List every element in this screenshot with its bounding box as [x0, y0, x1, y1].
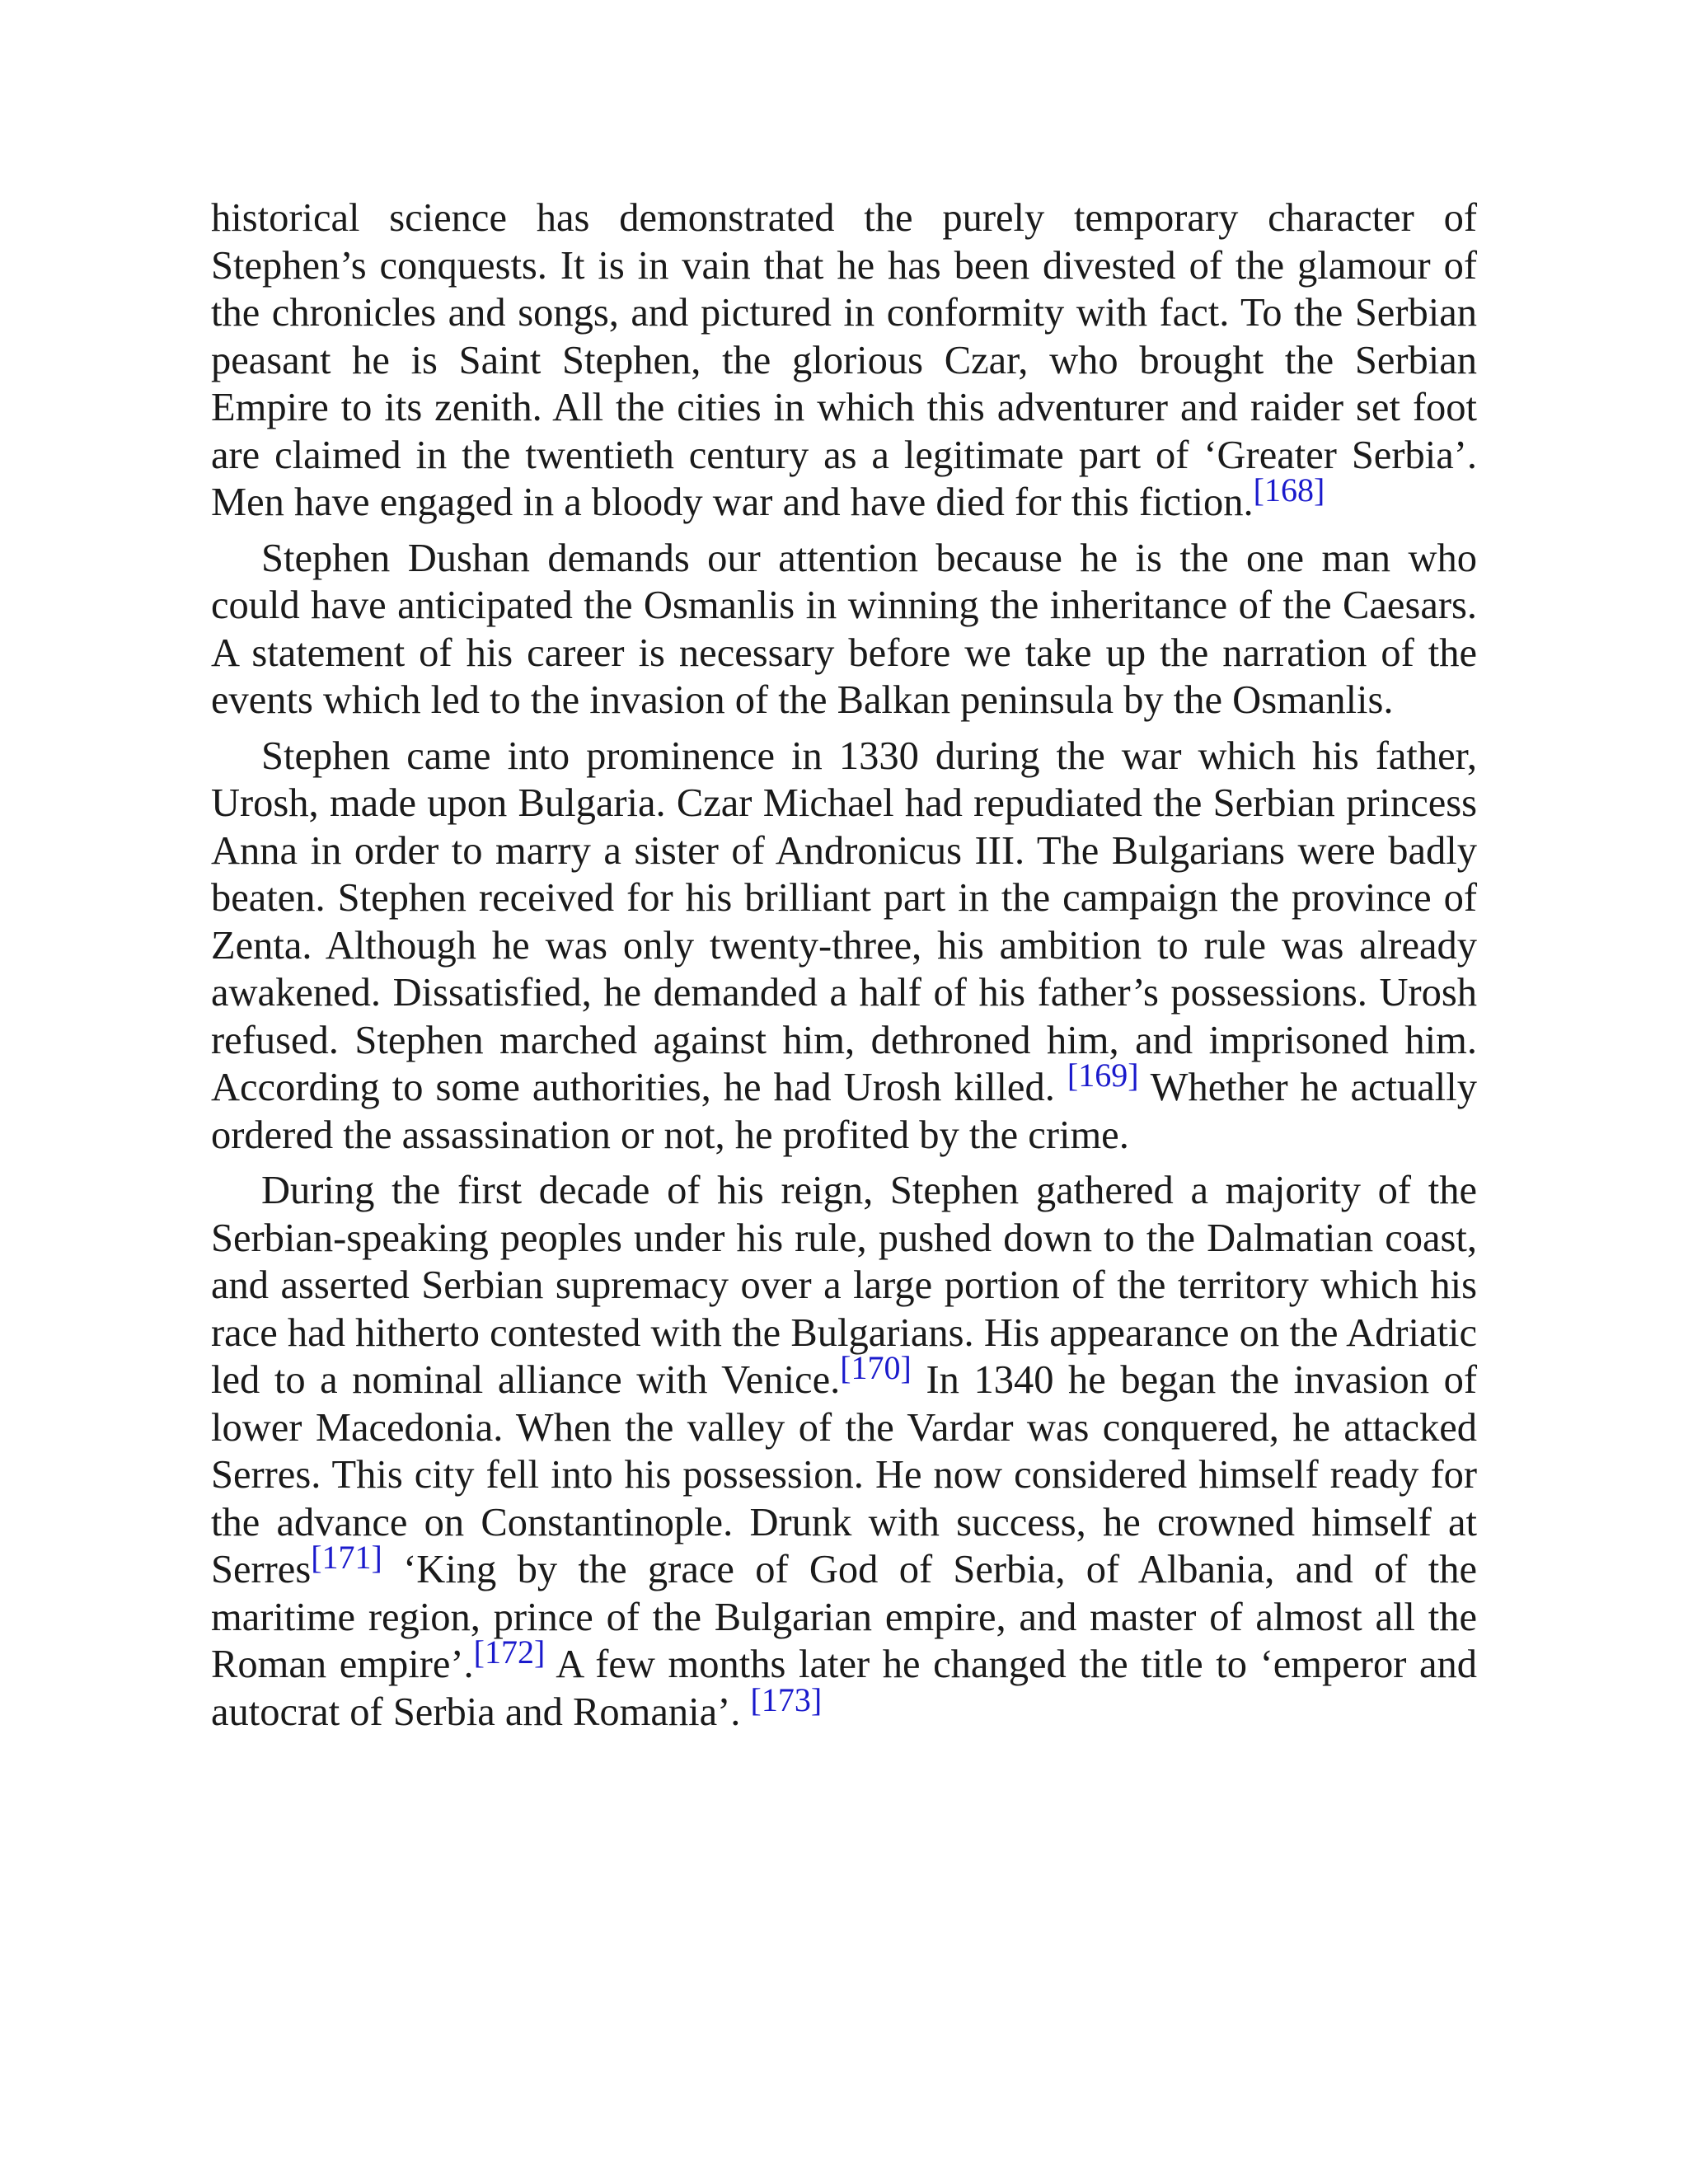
- footnote-link-169[interactable]: [169]: [1067, 1057, 1139, 1094]
- footnote-link-170[interactable]: [170]: [840, 1349, 912, 1387]
- paragraph-text: A few months later he changed the title to ‘emperor and autocrat of Serbia and Romania’.: [211, 1643, 1477, 1734]
- paragraph-text: During the first decade of his reign, Stephen gathered a majority of the Serbian-speaking peoples under his rule, pushed down to the Dalmatian coast, and asserted Serbian supremacy over a large portion of the territory which his race had hitherto contested with the Bulgarians. His appearance on the Adriatic led to a nominal alliance with Venice.: [211, 1169, 1477, 1402]
- page-body: [211, 194, 1477, 1744]
- footnote-link-168[interactable]: [168]: [1253, 471, 1325, 509]
- paragraph-text: Stephen Dushan demands our attention because he is the one man who could have anticipated the Osmanlis in winning the inheritance of the Caesars. A statement of his career is necessary before we take up the narration of the events which led to the invasion of the Balkan peninsula by the Osmanlis.: [211, 536, 1477, 722]
- paragraph: [211, 733, 1477, 1160]
- paragraph-text: Stephen came into prominence in 1330 during the war which his father, Urosh, made upon Bulgaria. Czar Michael had repudiated the Serbian princess Anna in order to marry a sister of Andronicus III. The Bulgarians were badly beaten. Stephen received for his brilliant part in the campaign the province of Zenta. Although he was only twenty-three, his ambition to rule was already awakened. Dissatisfied, he demanded a half of his father’s possessions. Urosh refused. Stephen marched against him, dethroned him, and imprisoned him. According to some authorities, he had Urosh killed.: [211, 733, 1477, 1109]
- paragraph-text: ‘King by the grace of God of Serbia, of Albania, and of the maritime region, prince of the Bulgarian empire, and master of almost all the Roman empire’.: [211, 1548, 1477, 1686]
- paragraph-text: In 1340 he began the invasion of lower Macedonia. When the valley of the Vardar was conquered, he attacked Serres. This city fell into his possession. He now considered himself ready for the advance on Constantinople. Drunk with success, he crowned himself at Serres: [211, 1358, 1477, 1591]
- paragraph: [211, 1167, 1477, 1736]
- footnote-link-173[interactable]: [173]: [750, 1680, 823, 1718]
- footnote-link-172[interactable]: [172]: [473, 1633, 546, 1671]
- paragraph-text: historical science has demonstrated the purely temporary character of Stephen’s conquests. It is in vain that he has been divested of the glamour of the chronicles and songs, and pictured in conformity with fact. To the Serbian peasant he is Saint Stephen, the glorious Czar, who brought the Serbian Empire to its zenith. All the cities in which this adventurer and raider set foot are claimed in the twentieth century as a legitimate part of ‘Greater Serbia’. Men have engaged in a bloody war and have died for this fiction.: [211, 196, 1477, 524]
- paragraph: [211, 194, 1477, 527]
- paragraph-text: Whether he actually ordered the assassination or not, he profited by the crime.: [211, 1066, 1477, 1157]
- footnote-link-171[interactable]: [171]: [311, 1539, 382, 1577]
- paragraph: [211, 535, 1477, 724]
